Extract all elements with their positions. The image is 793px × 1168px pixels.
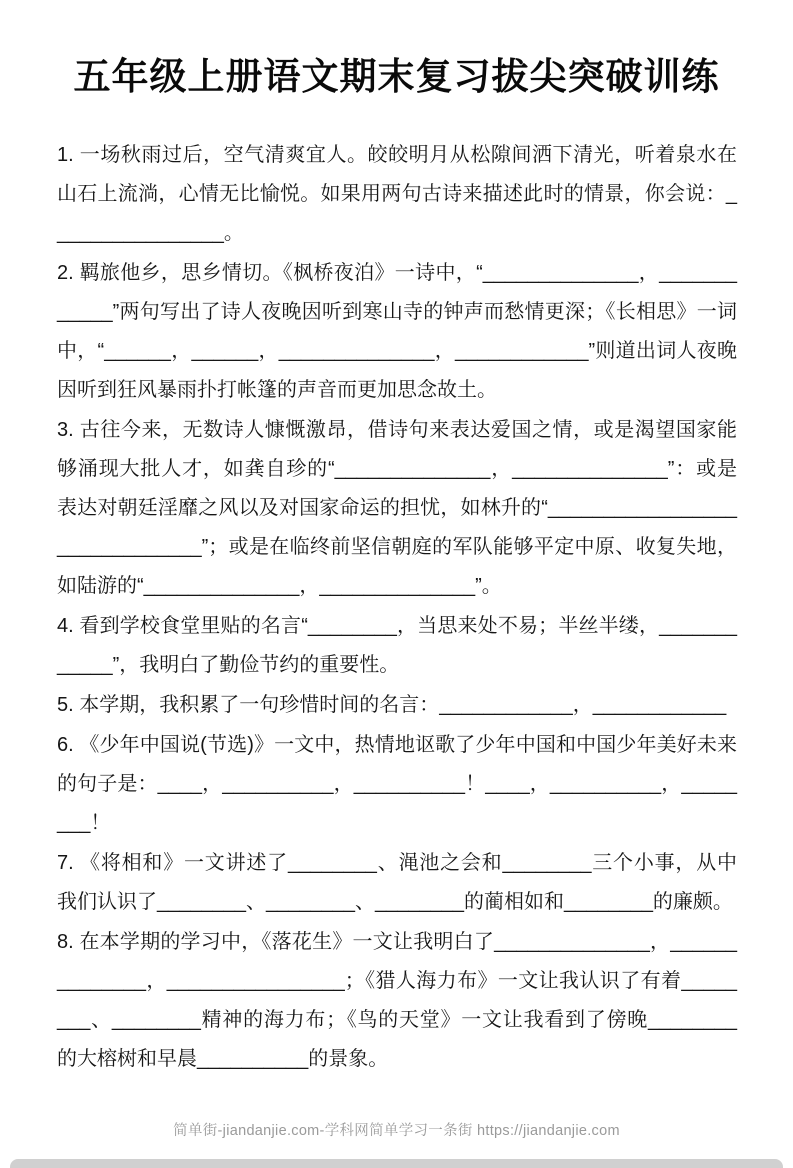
question-item-2: 2. 羁旅他乡，思乡情切。《枫桥夜泊》一诗中，“______________，____________”两句写出了诗人夜晚因听到寒山寺的钟声而愁情更深；《长相思》一词中，“______，______，______________，____________”则道出词人夜晚因听到狂风暴雨扑打帐篷的声音而更加思念故土。 [57,262,737,401]
question-item-7: 7. 《将相和》一文讲述了________、渑池之会和________三个小事，从中我们认识了________、________、________的蔺相如和________的廉颇。 [57,852,737,913]
question-item-5: 5. 本学期，我积累了一句珍惜时间的名言：____________，____________ [57,694,727,716]
question-item-4: 4. 看到学校食堂里贴的名言“________，当思来处不易；半丝半缕，____________”，我明白了勤俭节约的重要性。 [57,615,737,676]
worksheet-body [57,136,737,1079]
next-page-edge [10,1159,783,1168]
question-item-1: 1. 一场秋雨过后，空气清爽宜人。皎皎明月从松隙间洒下清光，听着泉水在山石上流淌，心情无比愉悦。如果用两句古诗来描述此时的情景，你会说：________________。 [57,144,737,244]
footer-watermark: 简单街-jiandanjie.com-学科网简单学习一条街 https://jiandanjie.com [173,1123,620,1139]
question-item-3: 3. 古往今来，无数诗人慷慨激昂，借诗句来表达爱国之情，或是渴望国家能够涌现大批人才，如龚自珍的“______________，______________”：或是表达对朝廷淫靡之风以及对国家命运的担忧，如林升的“______________________________”；或是在临终前坚信朝庭的军队能够平定中原、收复失地，如陆游的“______________，______________”。 [57,419,737,597]
page-title: 五年级上册语文期末复习拔尖突破训练 [73,56,720,97]
question-item-6: 6. 《少年中国说(节选)》一文中，热情地讴歌了少年中国和中国少年美好未来的句子是：____，__________，__________！____，__________，________！ [57,734,737,834]
question-item-8: 8. 在本学期的学习中，《落花生》一文让我明白了______________，______________，________________；《猎人海力布》一文让我认识了有着________、________精神的海力布；《鸟的天堂》一文让我看到了傍晚________的大榕树和早晨__________的景象。 [57,931,737,1070]
